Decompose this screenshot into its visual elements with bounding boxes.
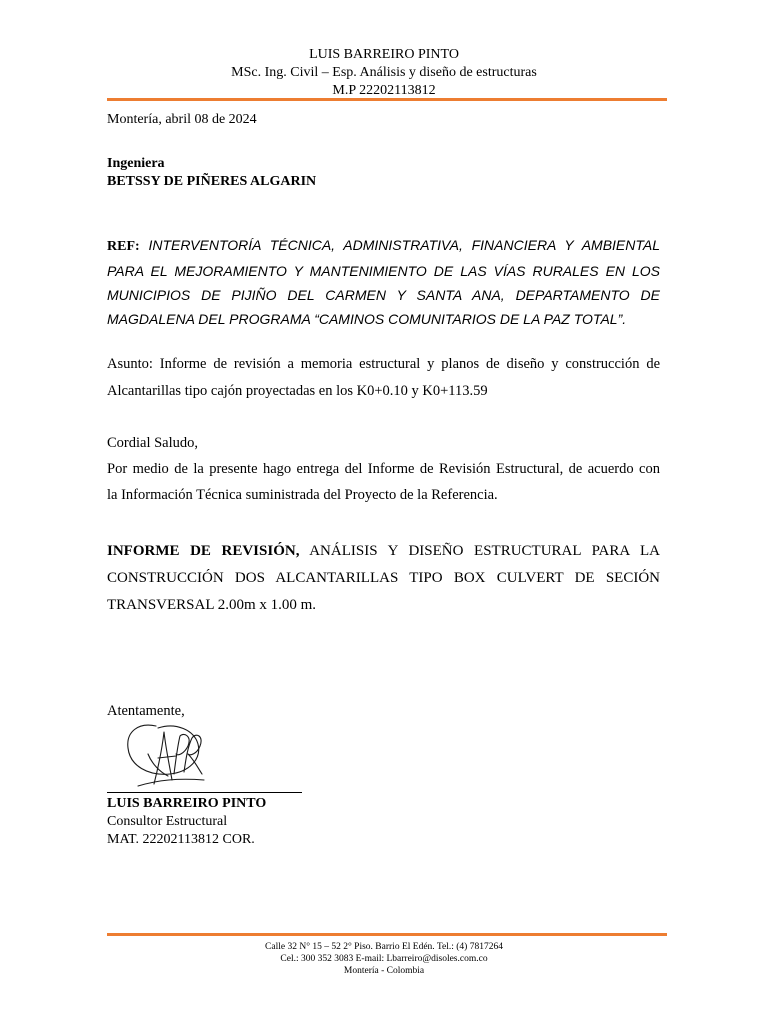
- signer-name: LUIS BARREIRO PINTO: [107, 796, 267, 811]
- recipient-title: Ingeniera: [107, 156, 165, 171]
- closing: Atentamente,: [107, 703, 185, 719]
- footer-divider: [107, 933, 667, 936]
- body-line-1: Por medio de la presente hago entrega del Informe de Revisión Estructural, de acuerdo con: [107, 461, 660, 477]
- subject-line-2: Alcantarillas tipo cajón proyectadas en los K0+0.10 y K0+113.59: [107, 383, 488, 399]
- letterhead-registration: M.P 22202113812: [332, 83, 436, 98]
- signer-role: Consultor Estructural: [107, 814, 228, 829]
- signature-line: [107, 792, 302, 793]
- greeting: Cordial Saludo,: [107, 435, 199, 451]
- reference-line-1: [107, 236, 660, 256]
- report-label: INFORME DE REVISIÓN,: [107, 543, 300, 559]
- date-place: Montería, abril 08 de 2024: [107, 112, 257, 127]
- subject-line-1: Asunto: Informe de revisión a memoria estructural y planos de diseño y construcción de: [107, 356, 660, 372]
- reference-line-3: MUNICIPIOS DE PIJIÑO DEL CARMEN Y SANTA ANA, DEPARTAMENTO DE: [107, 287, 660, 303]
- body-line-2: la Información Técnica suministrada del Proyecto de la Referencia.: [107, 487, 498, 503]
- report-text-1: ANÁLISIS Y DISEÑO ESTRUCTURAL PARA LA: [309, 543, 660, 559]
- header-divider: [107, 98, 667, 101]
- recipient-name: BETSSY DE PIÑERES ALGARIN: [107, 174, 317, 189]
- reference-label: REF:: [107, 239, 140, 254]
- report-line-1: [107, 542, 660, 560]
- report-line-2: CONSTRUCCIÓN DOS ALCANTARILLAS TIPO BOX CULVERT DE SECIÓN: [107, 570, 660, 586]
- footer-contact: Cel.: 300 352 3083 E-mail: Lbarreiro@disoles.com.co: [280, 954, 488, 964]
- letterhead-name: LUIS BARREIRO PINTO: [309, 47, 459, 62]
- report-line-3: TRANSVERSAL 2.00m x 1.00 m.: [107, 597, 317, 613]
- reference-line-4: MAGDALENA DEL PROGRAMA “CAMINOS COMUNITARIOS DE LA PAZ TOTAL”.: [107, 311, 627, 327]
- letterhead-title: MSc. Ing. Civil – Esp. Análisis y diseño de estructuras: [231, 65, 537, 80]
- handwritten-signature: [118, 714, 228, 794]
- reference-line-2: PARA EL MEJORAMIENTO Y MANTENIMIENTO DE LAS VÍAS RURALES EN LOS: [107, 263, 660, 279]
- reference-text-1: INTERVENTORÍA TÉCNICA, ADMINISTRATIVA, FINANCIERA Y AMBIENTAL: [148, 237, 661, 253]
- footer-city: Montería - Colombia: [343, 966, 425, 976]
- footer-address: Calle 32 N° 15 – 52 2° Piso. Barrio El Edén. Tel.: (4) 7817264: [265, 942, 503, 952]
- signer-registration: MAT. 22202113812 COR.: [107, 832, 255, 847]
